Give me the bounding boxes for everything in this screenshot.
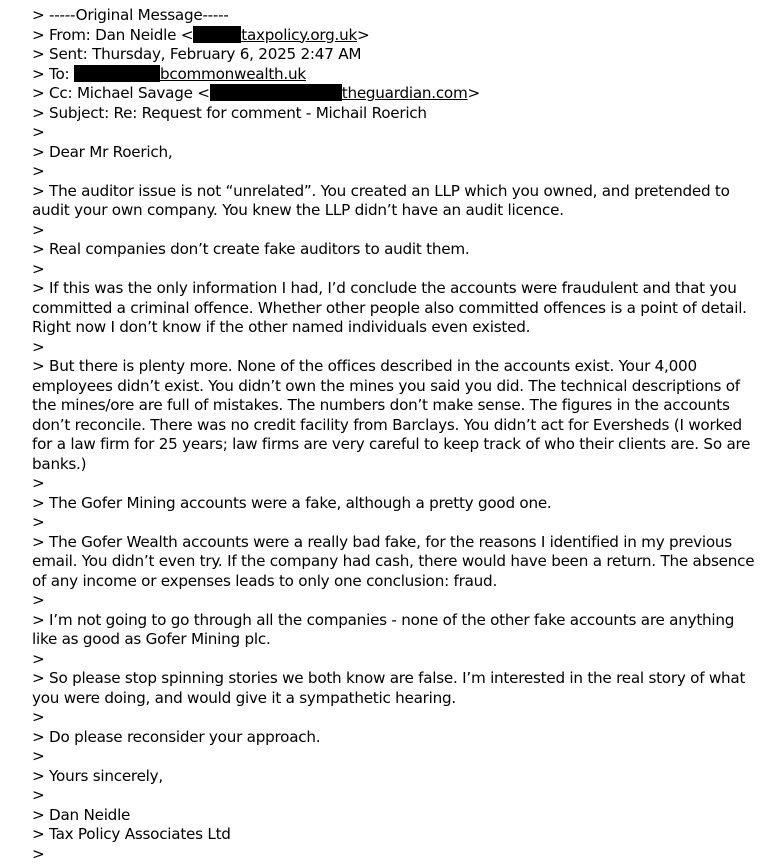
original-message-line: > -----Original Message----- — [32, 6, 760, 26]
greeting: > Dear Mr Roerich, — [32, 143, 760, 163]
quote-marker: > — [32, 260, 760, 280]
quote-marker: > — [32, 123, 760, 143]
paragraph-fake-auditors: > Real companies don’t create fake auditors to audit them. — [32, 240, 760, 260]
from-label: > From: Dan Neidle < — [32, 26, 193, 44]
quoted-email — [32, 6, 760, 864]
paragraph-reconsider: > Do please reconsider your approach. — [32, 728, 760, 748]
subject-line: > Subject: Re: Request for comment - Michail Roerich — [32, 104, 760, 124]
cc-label: > Cc: Michael Savage < — [32, 84, 210, 102]
quote-marker: > — [32, 338, 760, 358]
cc-line — [32, 84, 760, 104]
quote-marker: > — [32, 221, 760, 241]
quote-marker: > — [32, 845, 760, 864]
quote-marker: > — [32, 513, 760, 533]
from-email-link[interactable]: taxpolicy.org.uk — [241, 26, 357, 44]
paragraph-plenty-more: > But there is plenty more. None of the offices described in the accounts exist. Your 4,000 employees didn’t exist. You didn’t own the mines you said you did. The technical descriptions of the mines/ore are full of mistakes. The numbers don’t make sense. The figures in the accounts don’t reconcile. There was no credit facility from Barclays. You didn’t act for Eversheds (I worked for a law firm for 25 years; law firms are very careful to keep track of who their clients are. So are banks.) — [32, 357, 760, 474]
redaction-bar — [193, 26, 241, 43]
paragraph-auditor-issue: > The auditor issue is not “unrelated”. You created an LLP which you owned, and pretended to audit your own company. You knew the LLP didn’t have an audit licence. — [32, 182, 760, 221]
paragraph-gofer-mining: > The Gofer Mining accounts were a fake, although a pretty good one. — [32, 494, 760, 514]
quote-marker: > — [32, 786, 760, 806]
paragraph-other-companies: > I’m not going to go through all the companies - none of the other fake accounts are anything like as good as Gofer Mining plc. — [32, 611, 760, 650]
quote-marker: > — [32, 708, 760, 728]
signature-company: > Tax Policy Associates Ltd — [32, 825, 760, 845]
closing: > Yours sincerely, — [32, 767, 760, 787]
to-email-link[interactable]: bcommonwealth.uk — [160, 65, 306, 83]
paragraph-criminal-offence: > If this was the only information I had, I’d conclude the accounts were fraudulent and that you committed a criminal offence. Whether other people also committed offences is a point of detail. Right now I don’t know if the other named individuals even existed. — [32, 279, 760, 338]
redaction-bar — [74, 65, 160, 82]
paragraph-gofer-wealth: > The Gofer Wealth accounts were a really bad fake, for the reasons I identified in my previous email. You didn’t even try. If the company had cash, there would have been a return. The absence of any income or expenses leads to only one conclusion: fraud. — [32, 533, 760, 592]
cc-close-bracket: > — [468, 84, 480, 102]
quote-marker: > — [32, 591, 760, 611]
quote-marker: > — [32, 650, 760, 670]
sent-line: > Sent: Thursday, February 6, 2025 2:47 AM — [32, 45, 760, 65]
redaction-bar — [210, 84, 342, 101]
to-label: > To: — [32, 65, 74, 83]
quote-marker: > — [32, 474, 760, 494]
quote-marker: > — [32, 747, 760, 767]
quote-marker: > — [32, 162, 760, 182]
from-line — [32, 26, 760, 46]
signature-name: > Dan Neidle — [32, 806, 760, 826]
from-close-bracket: > — [357, 26, 369, 44]
to-line — [32, 65, 760, 85]
paragraph-stop-spinning: > So please stop spinning stories we both know are false. I’m interested in the real story of what you were doing, and would give it a sympathetic hearing. — [32, 669, 760, 708]
cc-email-link[interactable]: theguardian.com — [342, 84, 468, 102]
